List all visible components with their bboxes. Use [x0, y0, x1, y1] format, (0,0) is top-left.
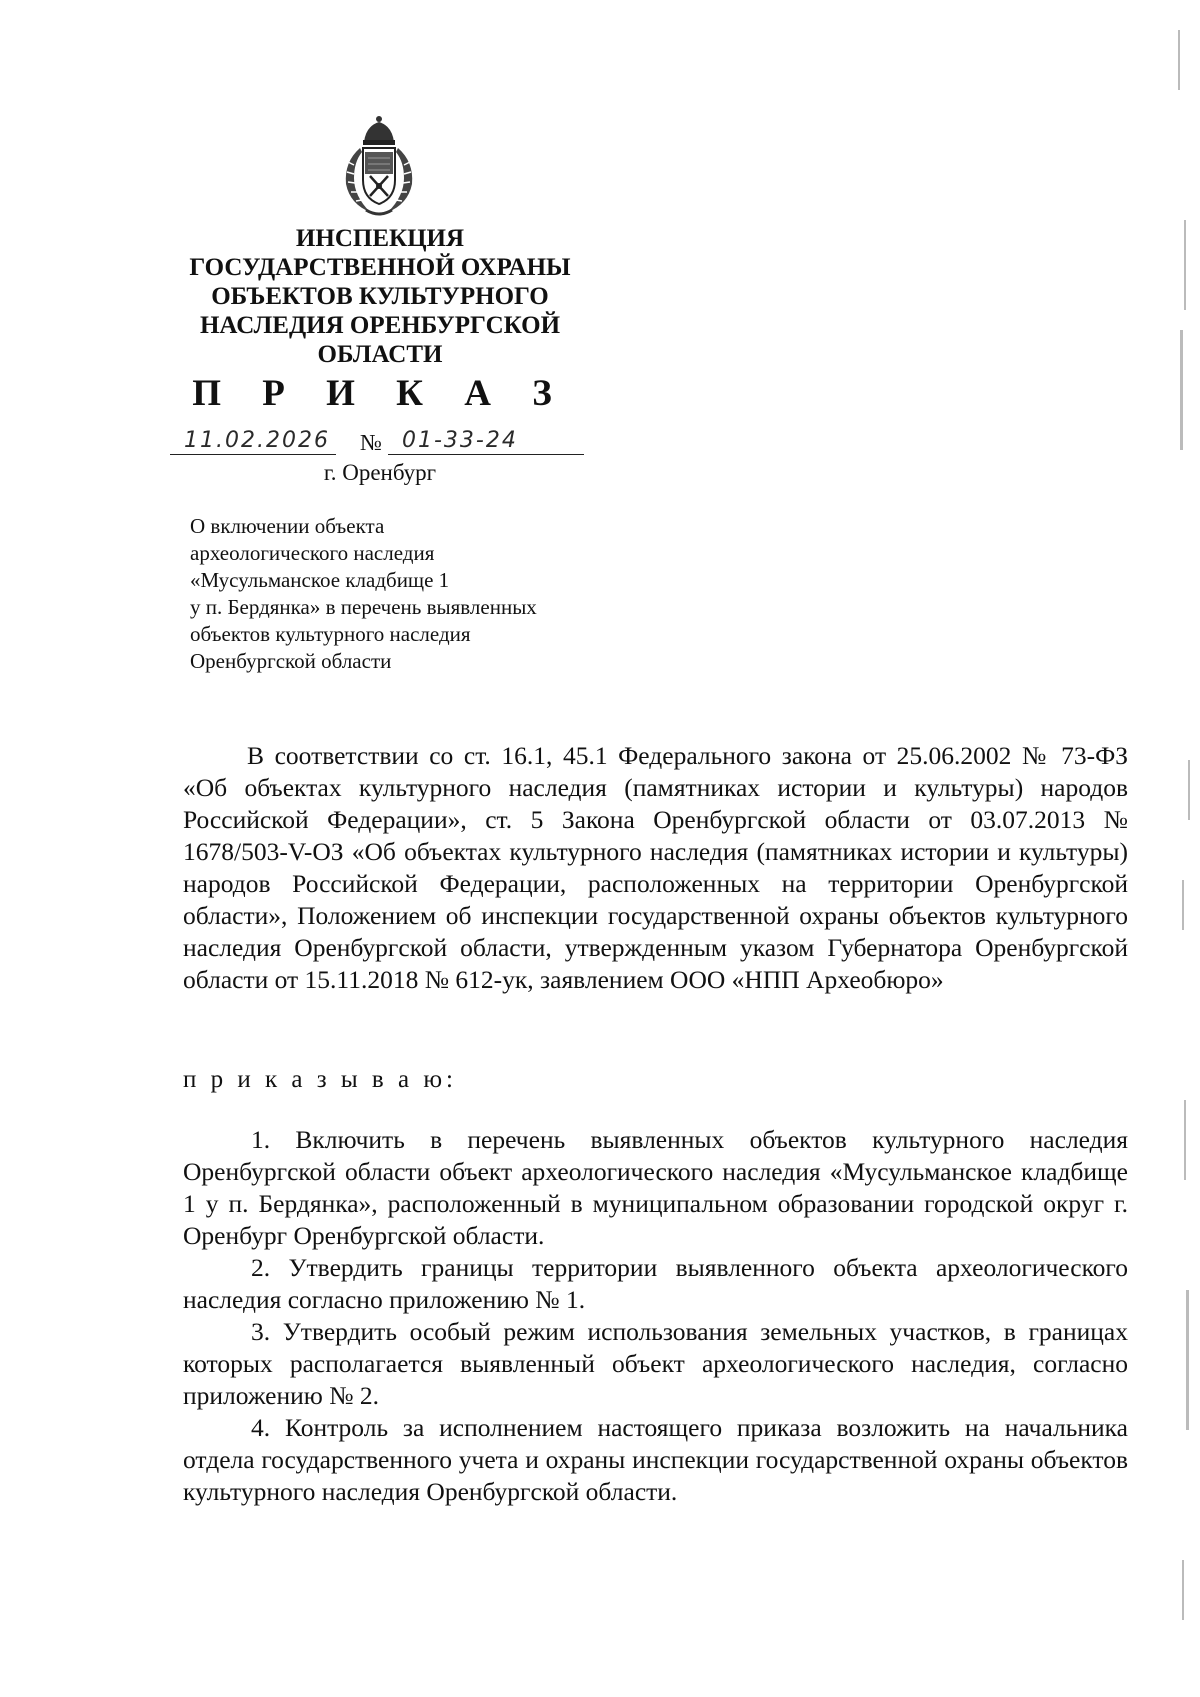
- subject-line: Оренбургской области: [190, 649, 392, 673]
- order-date: 11.02.2026: [184, 428, 330, 453]
- order-subject: [190, 513, 630, 675]
- subject-line: у п. Бердянка» в перечень выявленных: [190, 595, 537, 619]
- order-word: п р и к а з ы в а ю:: [183, 1066, 457, 1093]
- order-item: 3. Утвердить особый режим использования земельных участков, в границах которых располагается выявленный объект археологического наследия, согласно приложению № 2.: [183, 1317, 1128, 1410]
- org-line: ИНСПЕКЦИЯ: [295, 225, 465, 252]
- order-item: 1. Включить в перечень выявленных объектов культурного наследия Оренбургской области объект археологического наследия «Мусульманское кладбище 1 у п. Бердянка», расположенный в муниципальном образовании городской округ г. Оренбург Оренбургской области.: [183, 1125, 1128, 1250]
- number-underline: [388, 454, 584, 455]
- org-line: НАСЛЕДИЯ ОРЕНБУРГСКОЙ: [199, 312, 561, 339]
- subject-line: О включении объекта: [190, 514, 385, 538]
- order-item: 4. Контроль за исполнением настоящего приказа возложить на начальника отдела государственного учета и охраны инспекции государственной охраны объектов культурного наследия Оренбургской области.: [183, 1413, 1128, 1506]
- subject-line: археологического наследия: [190, 541, 435, 565]
- order-number: 01-33-24: [402, 428, 518, 453]
- subject-line: объектов культурного наследия: [190, 622, 471, 646]
- number-sign: №: [360, 430, 382, 455]
- preamble-paragraph: В соответствии со ст. 16.1, 45.1 Федерального закона от 25.06.2002 № 73-ФЗ «Об объектах культурного наследия (памятниках истории и культуры) народов Российской Федерации», ст. 5 Закона Оренбургской области от 03.07.2013 № 1678/503-V-ОЗ «Об объектах культурного наследия (памятниках истории и культуры) народов Российской Федерации, расположенных на территории Оренбургской области», Положением об инспекции государственной охраны объектов культурного наследия Оренбургской области, утвержденным указом Губернатора Оренбургской области от 15.11.2018 № 612-ук, заявлением ООО «НПП Археобюро»: [183, 741, 1128, 994]
- date-underline: [170, 454, 336, 455]
- date-number-line: [170, 428, 600, 460]
- coat-of-arms-icon: [336, 112, 422, 220]
- order-items: [183, 1124, 1128, 1508]
- order-item: 2. Утвердить границы территории выявленного объекта археологического наследия согласно приложению № 1.: [183, 1253, 1128, 1314]
- org-line: ОБЪЕКТОВ КУЛЬТУРНОГО: [211, 283, 549, 310]
- subject-line: «Мусульманское кладбище 1: [190, 568, 450, 592]
- scan-edge-noise: [1170, 0, 1200, 1697]
- organization-name: [170, 224, 590, 369]
- org-line: ОБЛАСТИ: [317, 341, 443, 368]
- city: г. Оренбург: [323, 460, 437, 485]
- document-type: П Р И К А З: [192, 373, 568, 414]
- org-line: ГОСУДАРСТВЕННОЙ ОХРАНЫ: [189, 254, 571, 281]
